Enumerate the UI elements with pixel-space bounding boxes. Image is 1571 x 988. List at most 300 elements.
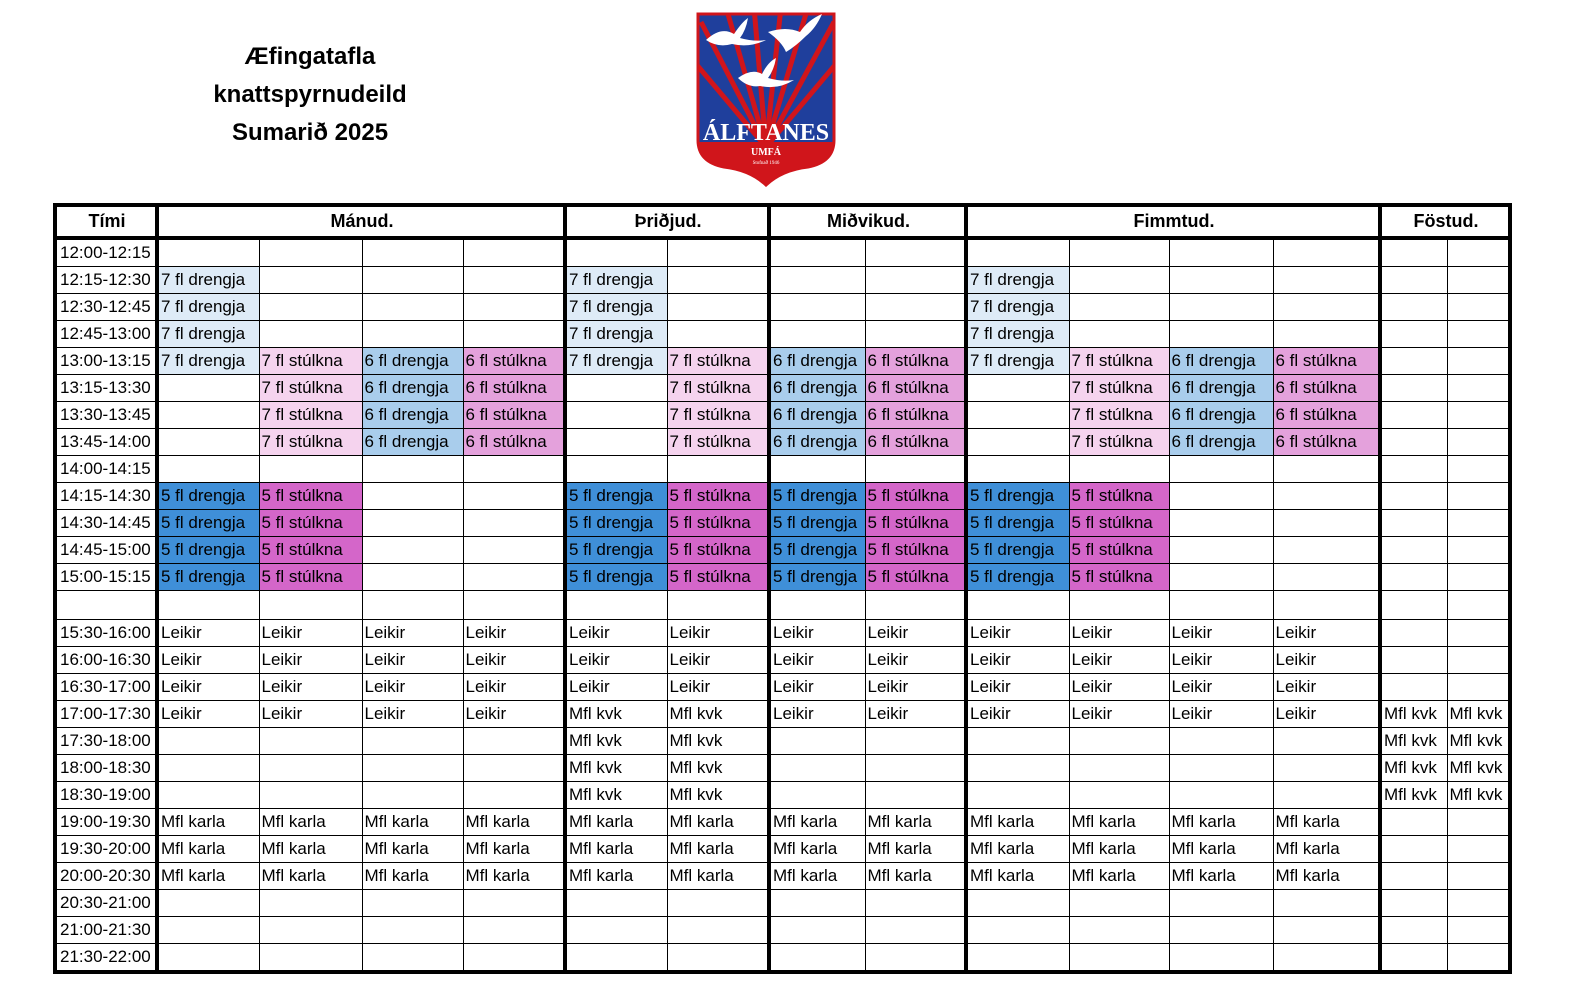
- schedule-cell: Leikir: [259, 701, 362, 728]
- schedule-cell: 6 fl drengja: [769, 348, 865, 375]
- table-row: [55, 917, 1510, 944]
- schedule-cell: Leikir: [865, 701, 966, 728]
- time-slot: 15:30-16:00: [55, 620, 157, 647]
- schedule-cell: [1169, 483, 1273, 510]
- schedule-cell: [1380, 944, 1447, 973]
- time-slot: 13:30-13:45: [55, 402, 157, 429]
- schedule-cell: Leikir: [565, 620, 667, 647]
- schedule-cell: [362, 890, 463, 917]
- schedule-cell: [259, 591, 362, 620]
- schedule-cell: [157, 402, 259, 429]
- schedule-cell: [157, 728, 259, 755]
- schedule-cell: [362, 456, 463, 483]
- schedule-cell: [463, 267, 565, 294]
- schedule-cell: [463, 890, 565, 917]
- schedule-cell: [362, 728, 463, 755]
- schedule-cell: [259, 294, 362, 321]
- schedule-cell: [1169, 782, 1273, 809]
- header-day-tuesday: Þriðjud.: [565, 205, 769, 238]
- table-row: [55, 483, 1510, 510]
- schedule-cell: 5 fl stúlkna: [1069, 510, 1169, 537]
- schedule-cell: [769, 321, 865, 348]
- schedule-cell: [1447, 402, 1510, 429]
- schedule-cell: 6 fl drengja: [362, 429, 463, 456]
- schedule-cell: [1380, 483, 1447, 510]
- schedule-cell: [1447, 348, 1510, 375]
- schedule-cell: [1169, 944, 1273, 973]
- time-slot: 13:00-13:15: [55, 348, 157, 375]
- table-row: [55, 564, 1510, 591]
- table-row: [55, 591, 1510, 620]
- schedule-cell: [1380, 836, 1447, 863]
- schedule-cell: Leikir: [1273, 701, 1380, 728]
- schedule-cell: [865, 591, 966, 620]
- schedule-cell: 5 fl stúlkna: [259, 537, 362, 564]
- club-crest-logo: [696, 12, 836, 187]
- schedule-cell: [259, 755, 362, 782]
- schedule-cell: [362, 537, 463, 564]
- crest-sub: UMFÁ: [751, 147, 781, 158]
- schedule-cell: [157, 944, 259, 973]
- schedule-cell: 7 fl drengja: [966, 348, 1069, 375]
- schedule-cell: [1069, 267, 1169, 294]
- schedule-cell: 6 fl stúlkna: [865, 402, 966, 429]
- schedule-cell: [1273, 510, 1380, 537]
- schedule-cell: Mfl karla: [565, 809, 667, 836]
- schedule-cell: Leikir: [667, 674, 769, 701]
- table-row: [55, 809, 1510, 836]
- schedule-cell: [1273, 944, 1380, 973]
- schedule-cell: [1273, 294, 1380, 321]
- schedule-cell: [362, 267, 463, 294]
- schedule-cell: [1169, 267, 1273, 294]
- schedule-cell: 6 fl drengja: [769, 429, 865, 456]
- schedule-cell: 6 fl stúlkna: [463, 402, 565, 429]
- schedule-cell: Mfl karla: [1169, 809, 1273, 836]
- schedule-cell: [865, 728, 966, 755]
- schedule-cell: [157, 429, 259, 456]
- schedule-cell: [1169, 456, 1273, 483]
- schedule-cell: [865, 294, 966, 321]
- schedule-cell: 5 fl drengja: [966, 483, 1069, 510]
- schedule-cell: Leikir: [1069, 620, 1169, 647]
- table-row: [55, 836, 1510, 863]
- schedule-cell: Leikir: [1169, 620, 1273, 647]
- schedule-cell: [1069, 456, 1169, 483]
- schedule-cell: 6 fl drengja: [1169, 402, 1273, 429]
- schedule-cell: [1273, 917, 1380, 944]
- time-slot: 13:45-14:00: [55, 429, 157, 456]
- schedule-cell: 7 fl drengja: [565, 348, 667, 375]
- schedule-cell: Leikir: [463, 620, 565, 647]
- schedule-cell: [865, 755, 966, 782]
- schedule-cell: Leikir: [667, 647, 769, 674]
- schedule-cell: Mfl karla: [157, 836, 259, 863]
- schedule-cell: [1447, 238, 1510, 267]
- schedule-cell: Mfl karla: [1169, 836, 1273, 863]
- schedule-cell: 5 fl drengja: [966, 564, 1069, 591]
- schedule-cell: [1447, 863, 1510, 890]
- schedule-cell: Mfl karla: [1069, 809, 1169, 836]
- schedule-cell: Leikir: [463, 647, 565, 674]
- schedule-cell: [1380, 429, 1447, 456]
- schedule-body: [55, 238, 1510, 972]
- schedule-cell: [865, 782, 966, 809]
- time-slot: 19:30-20:00: [55, 836, 157, 863]
- schedule-cell: [865, 890, 966, 917]
- schedule-cell: 6 fl stúlkna: [463, 429, 565, 456]
- schedule-cell: Leikir: [463, 674, 565, 701]
- schedule-cell: Mfl karla: [259, 809, 362, 836]
- schedule-cell: [362, 755, 463, 782]
- schedule-cell: 7 fl drengja: [157, 348, 259, 375]
- schedule-cell: Mfl kvk: [1380, 755, 1447, 782]
- schedule-cell: [1447, 647, 1510, 674]
- schedule-cell: [865, 944, 966, 973]
- schedule-cell: [1447, 294, 1510, 321]
- schedule-cell: Mfl kvk: [565, 755, 667, 782]
- schedule-cell: Leikir: [769, 620, 865, 647]
- table-row: [55, 728, 1510, 755]
- schedule-cell: Leikir: [865, 620, 966, 647]
- schedule-cell: [157, 782, 259, 809]
- table-row: [55, 863, 1510, 890]
- table-row: [55, 294, 1510, 321]
- schedule-cell: Mfl karla: [565, 836, 667, 863]
- schedule-cell: [1069, 782, 1169, 809]
- schedule-cell: Mfl karla: [1273, 836, 1380, 863]
- schedule-cell: [259, 782, 362, 809]
- schedule-cell: 5 fl stúlkna: [865, 537, 966, 564]
- schedule-cell: 5 fl stúlkna: [865, 510, 966, 537]
- schedule-cell: [1380, 564, 1447, 591]
- time-slot: 13:15-13:30: [55, 375, 157, 402]
- schedule-cell: [1069, 755, 1169, 782]
- schedule-cell: Leikir: [1169, 674, 1273, 701]
- schedule-cell: [362, 564, 463, 591]
- schedule-cell: [463, 591, 565, 620]
- schedule-cell: Leikir: [1273, 647, 1380, 674]
- schedule-cell: Mfl kvk: [1380, 782, 1447, 809]
- schedule-cell: 5 fl drengja: [157, 564, 259, 591]
- schedule-cell: Leikir: [362, 620, 463, 647]
- schedule-cell: [565, 591, 667, 620]
- schedule-cell: Leikir: [565, 647, 667, 674]
- schedule-cell: [463, 782, 565, 809]
- schedule-cell: Mfl karla: [565, 863, 667, 890]
- schedule-cell: Leikir: [966, 674, 1069, 701]
- schedule-cell: Mfl kvk: [565, 782, 667, 809]
- schedule-cell: 6 fl drengja: [769, 375, 865, 402]
- schedule-cell: [259, 890, 362, 917]
- schedule-cell: [259, 944, 362, 973]
- table-row: [55, 755, 1510, 782]
- schedule-cell: Mfl kvk: [1447, 728, 1510, 755]
- schedule-cell: [1380, 809, 1447, 836]
- schedule-cell: Leikir: [966, 647, 1069, 674]
- schedule-cell: [362, 917, 463, 944]
- schedule-cell: [259, 238, 362, 267]
- title-line-3: Sumarið 2025: [231, 119, 389, 146]
- schedule-cell: 6 fl drengja: [1169, 429, 1273, 456]
- schedule-cell: Leikir: [463, 701, 565, 728]
- schedule-cell: [769, 755, 865, 782]
- schedule-cell: Leikir: [667, 620, 769, 647]
- table-row: [55, 537, 1510, 564]
- schedule-cell: [1447, 375, 1510, 402]
- schedule-cell: [362, 510, 463, 537]
- schedule-cell: [1447, 809, 1510, 836]
- schedule-cell: [259, 267, 362, 294]
- table-row: [55, 238, 1510, 267]
- schedule-cell: [1380, 863, 1447, 890]
- schedule-cell: [966, 429, 1069, 456]
- schedule-cell: [1169, 755, 1273, 782]
- schedule-cell: Mfl kvk: [565, 701, 667, 728]
- schedule-cell: 7 fl drengja: [157, 321, 259, 348]
- schedule-cell: Leikir: [362, 674, 463, 701]
- schedule-cell: [565, 429, 667, 456]
- header-time: Tími: [55, 205, 157, 238]
- time-slot: 18:00-18:30: [55, 755, 157, 782]
- schedule-cell: Leikir: [769, 647, 865, 674]
- schedule-cell: Leikir: [362, 701, 463, 728]
- schedule-cell: Mfl kvk: [1380, 701, 1447, 728]
- schedule-cell: 6 fl drengja: [362, 402, 463, 429]
- schedule-cell: [259, 917, 362, 944]
- table-row: [55, 375, 1510, 402]
- schedule-cell: [769, 890, 865, 917]
- schedule-cell: 5 fl drengja: [966, 537, 1069, 564]
- schedule-cell: [362, 944, 463, 973]
- schedule-cell: Leikir: [362, 647, 463, 674]
- schedule-cell: [259, 456, 362, 483]
- schedule-cell: [966, 890, 1069, 917]
- schedule-cell: [769, 944, 865, 973]
- table-row: [55, 321, 1510, 348]
- schedule-cell: 5 fl drengja: [565, 537, 667, 564]
- schedule-cell: Leikir: [565, 674, 667, 701]
- table-row: [55, 429, 1510, 456]
- schedule-cell: [966, 591, 1069, 620]
- schedule-cell: [1380, 375, 1447, 402]
- schedule-cell: 7 fl drengja: [157, 267, 259, 294]
- schedule-cell: Mfl karla: [463, 863, 565, 890]
- schedule-cell: [966, 238, 1069, 267]
- header-day-friday: Föstud.: [1380, 205, 1510, 238]
- schedule-cell: [362, 294, 463, 321]
- schedule-cell: Leikir: [1169, 647, 1273, 674]
- schedule-cell: Leikir: [1273, 620, 1380, 647]
- schedule-cell: [1273, 728, 1380, 755]
- schedule-cell: [1069, 944, 1169, 973]
- schedule-cell: [1069, 294, 1169, 321]
- schedule-cell: 7 fl stúlkna: [667, 375, 769, 402]
- schedule-cell: [259, 728, 362, 755]
- schedule-cell: 6 fl stúlkna: [463, 348, 565, 375]
- schedule-cell: [1380, 267, 1447, 294]
- schedule-cell: Leikir: [865, 647, 966, 674]
- schedule-cell: [966, 782, 1069, 809]
- schedule-cell: [362, 483, 463, 510]
- time-slot: 19:00-19:30: [55, 809, 157, 836]
- schedule-cell: [1273, 782, 1380, 809]
- table-row: [55, 402, 1510, 429]
- schedule-cell: Mfl karla: [259, 836, 362, 863]
- schedule-cell: Mfl karla: [966, 809, 1069, 836]
- schedule-cell: Leikir: [1069, 674, 1169, 701]
- schedule-cell: Leikir: [259, 647, 362, 674]
- schedule-cell: 6 fl stúlkna: [1273, 429, 1380, 456]
- schedule-cell: Mfl karla: [463, 836, 565, 863]
- schedule-cell: Mfl kvk: [667, 782, 769, 809]
- schedule-cell: [463, 456, 565, 483]
- schedule-cell: 6 fl stúlkna: [865, 429, 966, 456]
- schedule-cell: [565, 917, 667, 944]
- schedule-cell: [769, 267, 865, 294]
- schedule-cell: [1380, 647, 1447, 674]
- schedule-cell: [565, 890, 667, 917]
- schedule-cell: [157, 456, 259, 483]
- schedule-cell: Mfl karla: [769, 809, 865, 836]
- schedule-cell: [1273, 890, 1380, 917]
- schedule-cell: [667, 944, 769, 973]
- schedule-cell: 5 fl stúlkna: [259, 483, 362, 510]
- schedule-cell: 6 fl stúlkna: [463, 375, 565, 402]
- schedule-cell: Leikir: [966, 620, 1069, 647]
- schedule-cell: 6 fl stúlkna: [865, 348, 966, 375]
- schedule-cell: [1069, 321, 1169, 348]
- schedule-cell: Mfl karla: [865, 863, 966, 890]
- time-slot: 12:45-13:00: [55, 321, 157, 348]
- schedule-cell: 5 fl stúlkna: [667, 483, 769, 510]
- schedule-cell: [1169, 917, 1273, 944]
- table-row: [55, 701, 1510, 728]
- schedule-cell: 7 fl drengja: [565, 321, 667, 348]
- time-slot: 16:00-16:30: [55, 647, 157, 674]
- schedule-cell: 7 fl stúlkna: [1069, 402, 1169, 429]
- schedule-cell: [1380, 238, 1447, 267]
- schedule-cell: [1273, 564, 1380, 591]
- schedule-cell: [667, 294, 769, 321]
- table-row: [55, 620, 1510, 647]
- schedule-cell: [362, 591, 463, 620]
- schedule-cell: [1380, 321, 1447, 348]
- schedule-cell: Mfl karla: [157, 809, 259, 836]
- schedule-cell: Mfl karla: [1273, 863, 1380, 890]
- schedule-cell: 7 fl drengja: [565, 294, 667, 321]
- schedule-cell: Leikir: [1169, 701, 1273, 728]
- schedule-cell: 5 fl drengja: [157, 537, 259, 564]
- schedule-cell: [1447, 836, 1510, 863]
- schedule-cell: Leikir: [769, 674, 865, 701]
- schedule-cell: [1169, 294, 1273, 321]
- schedule-cell: [565, 375, 667, 402]
- schedule-cell: [463, 728, 565, 755]
- training-schedule-table: [53, 203, 1512, 974]
- schedule-cell: [565, 402, 667, 429]
- schedule-cell: 7 fl drengja: [966, 294, 1069, 321]
- time-slot: 14:00-14:15: [55, 456, 157, 483]
- schedule-cell: [966, 375, 1069, 402]
- schedule-cell: Mfl kvk: [667, 701, 769, 728]
- schedule-cell: [1447, 591, 1510, 620]
- schedule-cell: 5 fl drengja: [966, 510, 1069, 537]
- schedule-cell: [1069, 591, 1169, 620]
- schedule-cell: Leikir: [259, 620, 362, 647]
- schedule-cell: 5 fl stúlkna: [865, 483, 966, 510]
- time-slot: 21:00-21:30: [55, 917, 157, 944]
- schedule-cell: 7 fl stúlkna: [667, 402, 769, 429]
- schedule-cell: [1380, 537, 1447, 564]
- schedule-cell: [769, 782, 865, 809]
- table-row: [55, 510, 1510, 537]
- schedule-cell: 5 fl drengja: [565, 510, 667, 537]
- schedule-cell: [1447, 674, 1510, 701]
- schedule-cell: Mfl karla: [865, 809, 966, 836]
- schedule-cell: [157, 755, 259, 782]
- schedule-cell: [565, 944, 667, 973]
- time-slot: 12:30-12:45: [55, 294, 157, 321]
- schedule-cell: [1069, 728, 1169, 755]
- schedule-cell: [1447, 917, 1510, 944]
- schedule-cell: [865, 456, 966, 483]
- schedule-cell: 6 fl stúlkna: [1273, 348, 1380, 375]
- title-line-2: knattspyrnudeild: [213, 81, 407, 108]
- schedule-cell: [463, 755, 565, 782]
- schedule-cell: [1169, 238, 1273, 267]
- schedule-cell: [157, 890, 259, 917]
- schedule-cell: Mfl kvk: [1447, 701, 1510, 728]
- schedule-cell: Leikir: [1069, 701, 1169, 728]
- schedule-cell: Mfl karla: [769, 863, 865, 890]
- schedule-cell: Mfl karla: [463, 809, 565, 836]
- crest-founded: Stofnað 1946: [752, 161, 780, 166]
- schedule-cell: [1169, 890, 1273, 917]
- schedule-cell: [865, 321, 966, 348]
- schedule-cell: [667, 321, 769, 348]
- schedule-cell: [1069, 917, 1169, 944]
- schedule-cell: Leikir: [157, 647, 259, 674]
- schedule-cell: [667, 456, 769, 483]
- schedule-cell: 6 fl drengja: [362, 348, 463, 375]
- schedule-cell: 7 fl drengja: [565, 267, 667, 294]
- table-row: [55, 348, 1510, 375]
- schedule-cell: [1169, 321, 1273, 348]
- schedule-cell: Leikir: [1273, 674, 1380, 701]
- schedule-cell: Mfl kvk: [1380, 728, 1447, 755]
- schedule-cell: Leikir: [157, 674, 259, 701]
- schedule-cell: [769, 238, 865, 267]
- schedule-cell: [1273, 591, 1380, 620]
- schedule-cell: Leikir: [769, 701, 865, 728]
- schedule-cell: Mfl kvk: [667, 755, 769, 782]
- schedule-cell: Mfl karla: [157, 863, 259, 890]
- schedule-cell: 5 fl drengja: [769, 537, 865, 564]
- schedule-cell: 6 fl drengja: [362, 375, 463, 402]
- schedule-cell: [1380, 620, 1447, 647]
- time-slot: 14:15-14:30: [55, 483, 157, 510]
- schedule-cell: Mfl karla: [667, 863, 769, 890]
- schedule-cell: [362, 238, 463, 267]
- schedule-cell: 6 fl drengja: [1169, 375, 1273, 402]
- schedule-cell: Mfl karla: [667, 836, 769, 863]
- schedule-cell: [865, 267, 966, 294]
- schedule-cell: 6 fl stúlkna: [1273, 375, 1380, 402]
- schedule-cell: [1380, 917, 1447, 944]
- schedule-cell: [1273, 321, 1380, 348]
- schedule-cell: Leikir: [259, 674, 362, 701]
